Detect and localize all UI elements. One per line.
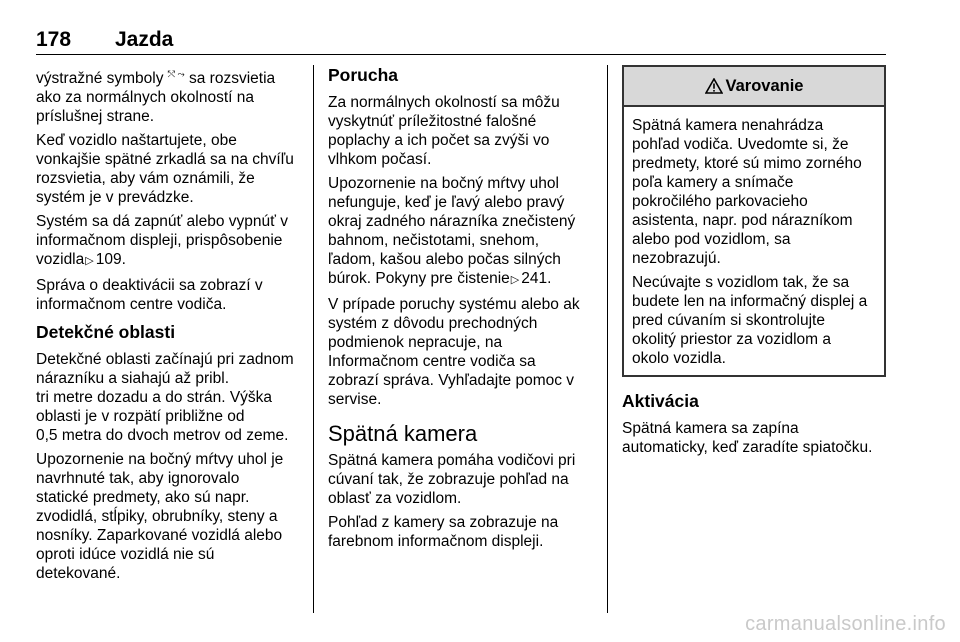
heading-rear-camera: Spätná kamera: [328, 421, 478, 446]
reference-arrow-icon: ▷: [510, 274, 520, 286]
paragraph: Spätná kamera sa zapína automaticky, keď zaradíte spiatočku.: [622, 420, 873, 456]
paragraph: Pohľad z kamery sa zobrazuje na farebnom informačnom displeji.: [328, 514, 559, 550]
paragraph: Detekčné oblasti začínajú pri zadnom nárazníku a siahajú až pribl. tri metre dozadu a do strán. Výška oblasti je v rozpätí približne od 0,5 metra do dvoch metrov od zeme.: [36, 351, 294, 445]
paragraph: Upozornenie na bočný mŕtvy uhol nefunguje, keď je ľavý alebo pravý okraj zadného nárazníka znečistený bahnom, nečistotami, snehom, ľadom, kašou alebo počas silných búrok. Pokyny pre čistenie▷ 241.: [328, 174, 592, 290]
paragraph: Upozornenie na bočný mŕtvy uhol je navrhnuté tak, aby ignorovalo statické predmety, ako sú napr. zvodidlá, stĺpiky, obrubníky, steny a nosníky. Zaparkované vozidlá alebo oproti idúce vozidlá nie sú detekované.: [36, 451, 284, 583]
page-reference-link[interactable]: 109.: [95, 251, 126, 269]
heading-fault: Porucha: [328, 65, 399, 85]
paragraph: Systém sa dá zapnúť alebo vypnúť v informačnom displeji, prispôsobenie vozidla▷ 109.: [36, 212, 300, 271]
paragraph: Za normálnych okolností sa môžu vyskytnúť príležitostné falošné poplachy a ich počet sa zvýši vo vlhkom počasí.: [328, 94, 560, 168]
column-divider: [607, 65, 608, 613]
heading-detection-zones: Detekčné oblasti: [36, 322, 176, 343]
column-3: [622, 65, 886, 462]
warning-body: [624, 107, 884, 375]
page-number: 178: [36, 28, 72, 51]
paragraph: Necúvajte s vozidlom tak, že sa budete len na informačný displej a pred cúvaním si skontrolujte okolitý priestor za vozidlom a okolo vozidla.: [632, 274, 868, 367]
column-1: [36, 65, 300, 588]
page-reference-link[interactable]: 241.: [521, 270, 552, 287]
paragraph: výstražné symboly ⤲ ⤳ sa rozsvietia ako za normálnych okolností na príslušnej strane.: [36, 69, 276, 126]
warning-triangle-icon: [705, 78, 723, 94]
paragraph: Spätná kamera nenahrádza pohľad vodiča. Uvedomte si, že predmety, ktoré sú mimo zorného poľa kamery a snímače pokročilého parkovacieho asistenta, napr. pod nárazníkom alebo pod vozidlom, sa nezobrazujú.: [632, 117, 862, 267]
reference-arrow-icon: ▷: [85, 255, 94, 268]
column-divider: [313, 65, 314, 613]
column-2: [328, 65, 592, 556]
heading-activation: Aktivácia: [622, 391, 699, 411]
section-title: Jazda: [115, 28, 174, 51]
page-header: [36, 28, 886, 55]
paragraph: Správa o deaktivácii sa zobrazí v informačnom centre vodiča.: [36, 277, 263, 314]
warning-title: Varovanie: [725, 76, 804, 95]
warning-title-bar: [624, 67, 884, 107]
blind-spot-symbol-icon: ⤲ ⤳: [167, 69, 185, 79]
watermark: carmanualsonline.info: [745, 613, 946, 635]
paragraph: Spätná kamera pomáha vodičovi pri cúvaní tak, že zobrazuje pohľad na oblasť za vozidlom.: [328, 452, 576, 507]
paragraph: V prípade poruchy systému alebo ak systém z dôvodu prechodných podmienok nepracuje, na Informačnom centre vodiča sa zobrazí správa. Vyhľadajte pomoc v servise.: [328, 296, 580, 408]
warning-box: [622, 65, 886, 377]
paragraph: Keď vozidlo naštartujete, obe vonkajšie spätné zrkadlá sa na chvíľu rozsvietia, aby vám oznámili, že systém je v prevádzke.: [36, 132, 294, 207]
